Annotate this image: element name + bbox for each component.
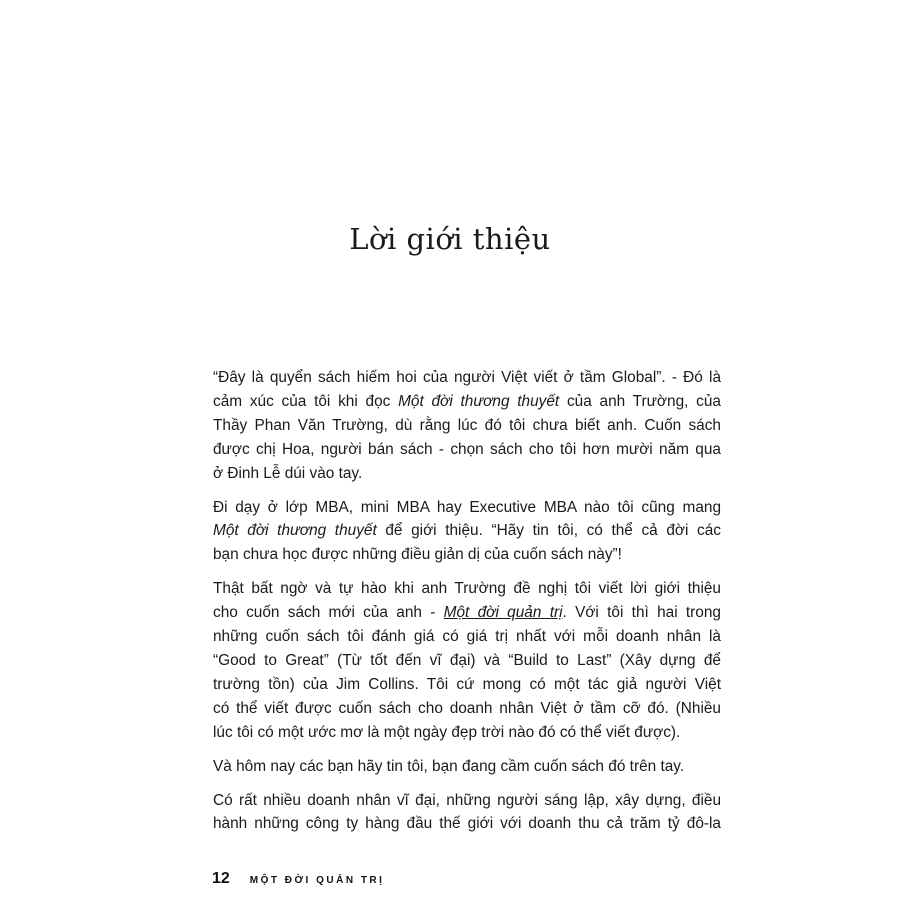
text-line: hành những công ty hàng đầu thế giới với doanh thu cả trăm tỷ đô-la xyxy=(213,815,721,833)
text-line: “Good to Great” (Từ tốt đến vĩ đại) và “Build to Last” (Xây dựng để xyxy=(213,651,721,669)
body-text xyxy=(213,366,721,846)
text-line: Thật bất ngờ và tự hào khi anh Trường đề nghị tôi viết lời giới thiệu xyxy=(213,580,721,598)
text-line: được chị Hoa, người bán sách - chọn sách cho tôi hơn mười năm qua xyxy=(213,440,721,458)
book-title: Một đời thương thuyết xyxy=(213,522,377,540)
text-line: bạn chưa học được những điều giản dị của cuốn sách này”! xyxy=(213,546,622,564)
chapter-title: Lời giới thiệu xyxy=(349,222,551,256)
text-line: Có rất nhiều doanh nhân vĩ đại, những người sáng lập, xây dựng, điều xyxy=(213,791,721,809)
running-title: MỘT ĐỜI QUẢN TRỊ xyxy=(249,875,385,886)
text-line: Và hôm nay các bạn hãy tin tôi, bạn đang cầm cuốn sách đó trên tay. xyxy=(213,757,685,775)
text-line: lúc tôi có một ước mơ là một ngày đẹp trời nào đó có thể viết được). xyxy=(213,723,681,741)
text-line: cảm xúc của tôi khi đọc Một đời thương thuyết của anh Trường, của xyxy=(213,392,721,410)
text-line: Một đời thương thuyết để giới thiệu. “Hãy tin tôi, có thể cả đời các xyxy=(213,522,721,540)
page-footer xyxy=(212,870,384,888)
text-line: “Đây là quyển sách hiếm hoi của người Việt viết ở tầm Global”. - Đó là xyxy=(213,369,721,386)
text-line: ở Đinh Lễ dúi vào tay. xyxy=(213,464,363,482)
paragraph xyxy=(213,789,721,837)
text-line: Đi dạy ở lớp MBA, mini MBA hay Executive MBA nào tôi cũng mang xyxy=(213,498,721,516)
book-title: Một đời quản trị xyxy=(443,604,563,622)
text-line: có thể viết được cuốn sách cho doanh nhân Việt ở tầm cỡ đó. (Nhiều xyxy=(213,699,721,717)
page-number: 12 xyxy=(212,870,230,887)
paragraph xyxy=(213,366,721,486)
paragraph xyxy=(213,577,721,744)
text-line: cho cuốn sách mới của anh - Một đời quản trị. Với tôi thì hai trong xyxy=(213,604,721,622)
text-line: những cuốn sách tôi đánh giá có giá trị nhất với mỗi doanh nhân là xyxy=(213,628,721,646)
paragraph xyxy=(213,755,721,779)
text-line: trường tồn) của Jim Collins. Tôi cứ mong có một tác giả người Việt xyxy=(213,675,721,693)
book-title: Một đời thương thuyết xyxy=(398,392,560,410)
paragraph xyxy=(213,496,721,568)
text-line: Thầy Phan Văn Trường, dù rằng lúc đó tôi chưa biết anh. Cuốn sách xyxy=(213,416,721,434)
